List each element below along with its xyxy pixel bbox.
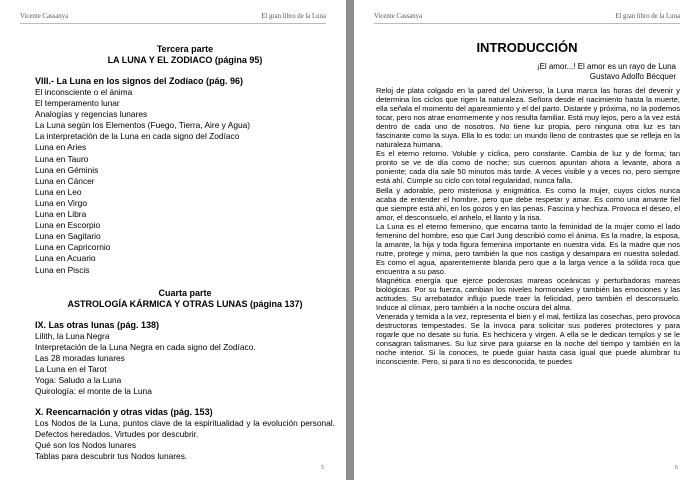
toc-item: Analogías y regencias lunares bbox=[35, 109, 148, 120]
section10-heading: X. Reencarnación y otras vidas (pág. 153) bbox=[35, 407, 213, 418]
section8-list bbox=[35, 87, 335, 276]
toc-item: Luna en Cáncer bbox=[35, 175, 95, 186]
page-number: 6 bbox=[675, 465, 678, 471]
right-page bbox=[354, 0, 700, 480]
toc-item: Luna en Escorpio bbox=[35, 220, 101, 231]
toc-item: Qué son los Nodos lunares bbox=[35, 440, 137, 451]
part3-label: Tercera parte bbox=[156, 44, 214, 54]
introduction-body bbox=[376, 86, 680, 366]
toc-item: La Luna en el Tarot bbox=[35, 363, 107, 374]
header-book-title: El gran libro de la Luna bbox=[261, 13, 326, 20]
section9-heading: IX. Las otras lunas (pág. 138) bbox=[35, 319, 160, 330]
part3-title: LA LUNA Y EL ZODIACO (página 95) bbox=[107, 55, 263, 65]
toc-item: Yoga: Saludo a la Luna bbox=[35, 374, 122, 385]
toc-item: Quirología: el monte de la Luna bbox=[35, 386, 152, 397]
paragraph: Reloj de plata colgado en la pared del Universo, la Luna marca las horas del devenir y determina los ciclos que rigen la naturaleza. Señora desde el nacimiento hasta la muerte, ella señala el momento del apareamiento y el del parto. Distante y próxima, no la podemos tocar, pero nos atrae enormemente y nos resulta familiar. Está muy lejos, pero a la vez está dentro de cada uno de nosotros. No tiene luz propia, pero ninguna otra luz es tan fascinante como la suya. Ella lo es todo: un mundo lleno de contrastes que se refleja en la naturaleza humana. bbox=[376, 86, 680, 150]
toc-item: Luna en Piscis bbox=[35, 264, 90, 275]
section8-heading: VIII.- La Luna en los signos del Zodíaco (pág. 96) bbox=[35, 76, 244, 86]
header-author: Vicente Cassanya bbox=[20, 13, 69, 20]
epigraph bbox=[537, 62, 676, 82]
running-header bbox=[20, 13, 326, 24]
toc-item: Las 28 moradas lunares bbox=[35, 352, 125, 363]
left-page bbox=[0, 0, 346, 480]
toc-item: Interpretación de la Luna Negra en cada signo del Zodíaco. bbox=[35, 341, 256, 352]
toc-item: Luna en Leo bbox=[35, 186, 82, 197]
part4-title: ASTROLOGÍA KÁRMICA Y OTRAS LUNAS (página 137) bbox=[67, 298, 303, 309]
toc-item: Tablas para descubrir tus Nodos lunares. bbox=[35, 451, 188, 462]
section9-list bbox=[35, 331, 335, 398]
toc-item: Luna en Sagitario bbox=[35, 231, 101, 242]
paragraph: Es el eterno retorno. Voluble y cíclica, pero constante. Cambia de luz y de forma; tan pronto se ve de día como de noche; sus cuernos apuntan ahora a levante, ahora a poniente; cada día sale 50 minutos más tarde. A veces visible y a veces no, pero siempre está ahí. Cumple su ciclo con total regularidad, nunca falla. bbox=[376, 149, 680, 186]
running-header bbox=[374, 13, 680, 24]
toc-item: El temperamento lunar bbox=[35, 98, 120, 109]
paragraph: Bella y adorable, pero misteriosa y enigmática. Es como la mujer, cuyos ciclos nunca acaba de entender el hombre, pero que debe respetar y amar. Es como una amante fiel que siempre está ahí, en los gozos y en las penas. Fascina y hechiza. Provoca el deseo, el amor, el desconsuelo, el anhelo, el llanto y la risa. bbox=[376, 185, 680, 222]
toc-item: Luna en Capricornio bbox=[35, 242, 111, 253]
toc-item: Luna en Acuario bbox=[35, 253, 96, 264]
chapter-title: INTRODUCCIÓN bbox=[476, 40, 578, 55]
epigraph-author: Gustavo Adolfo Bécquer bbox=[589, 72, 676, 81]
section10-paragraph: Los Nodos de la Luna, puntos clave de la espiritualidad y la evolución personal. Defectos heredados. Virtudes por descubrir. bbox=[35, 418, 335, 440]
page-number: 5 bbox=[321, 465, 324, 471]
toc-item: La Luna según los Elementos (Fuego, Tierra, Aire y Agua) bbox=[35, 120, 251, 131]
toc-item: Luna en Aries bbox=[35, 142, 87, 153]
toc-item: El inconsciente o el ánima bbox=[35, 87, 133, 97]
toc-item: Luna en Libra bbox=[35, 209, 87, 220]
toc-item: Lilith, la Luna Negra bbox=[35, 330, 110, 341]
header-book-title: El gran libro de la Luna bbox=[615, 13, 680, 20]
header-author: Vicente Cassanya bbox=[374, 13, 423, 20]
toc-item: La interpretación de la Luna en cada signo del Zodíaco bbox=[35, 131, 240, 142]
toc-item: Luna en Géminis bbox=[35, 164, 99, 175]
part4-label: Cuarta parte bbox=[158, 287, 212, 298]
epigraph-text: ¡El amor...! El amor es un rayo de Luna bbox=[536, 62, 676, 71]
table-of-contents bbox=[35, 44, 335, 463]
paragraph: Magnética energía que ejerce poderosas mareas oceánicas y perturbadoras mareas biológicas. Por su fuerza, cambian los niveles hormonales y también las emociones y las actitudes. Su arrebatador influjo puede traer la felicidad, pero también el desconsuelo. Induce al clímax, pero también a la noche oscura del alma. bbox=[376, 275, 680, 313]
paragraph: Venerada y temida a la vez, representa el bien y el mal, fertiliza las cosechas, pero provoca destructoras tempestades. Se la invoca para solicitar sus poderes protectores y para rogarle que no desate su furia. Es hechicera y virgen. A ella se le dedican templos y se le consagran talismanes. Su luz sirve para guiarse en la noche del tiempo y también en la noche interior. Si la conoces, te puede guiar hasta casa igual que puede alumbrar tu inconsciente. Pero, si para ti no es desconocida, te puedes bbox=[376, 312, 680, 367]
toc-item: Luna en Virgo bbox=[35, 197, 87, 208]
toc-item: Luna en Tauro bbox=[35, 153, 89, 164]
paragraph: La Luna es el eterno femenino, que encarna tanto la feminidad de la mujer como el lado femenino del hombre, eso que Carl Jung describió como el ánima. Es la madre, la esposa, la amante, la hija y toda figura femenina importante en nuestra vida. Es la madre que nos nutre, protege y mima, pero también la que nos castiga y desampara en nuestra soledad. Es como el agua, aparentemente blanda pero que a la larga vence a la sólida roca que encuentra a su paso. bbox=[376, 221, 680, 276]
